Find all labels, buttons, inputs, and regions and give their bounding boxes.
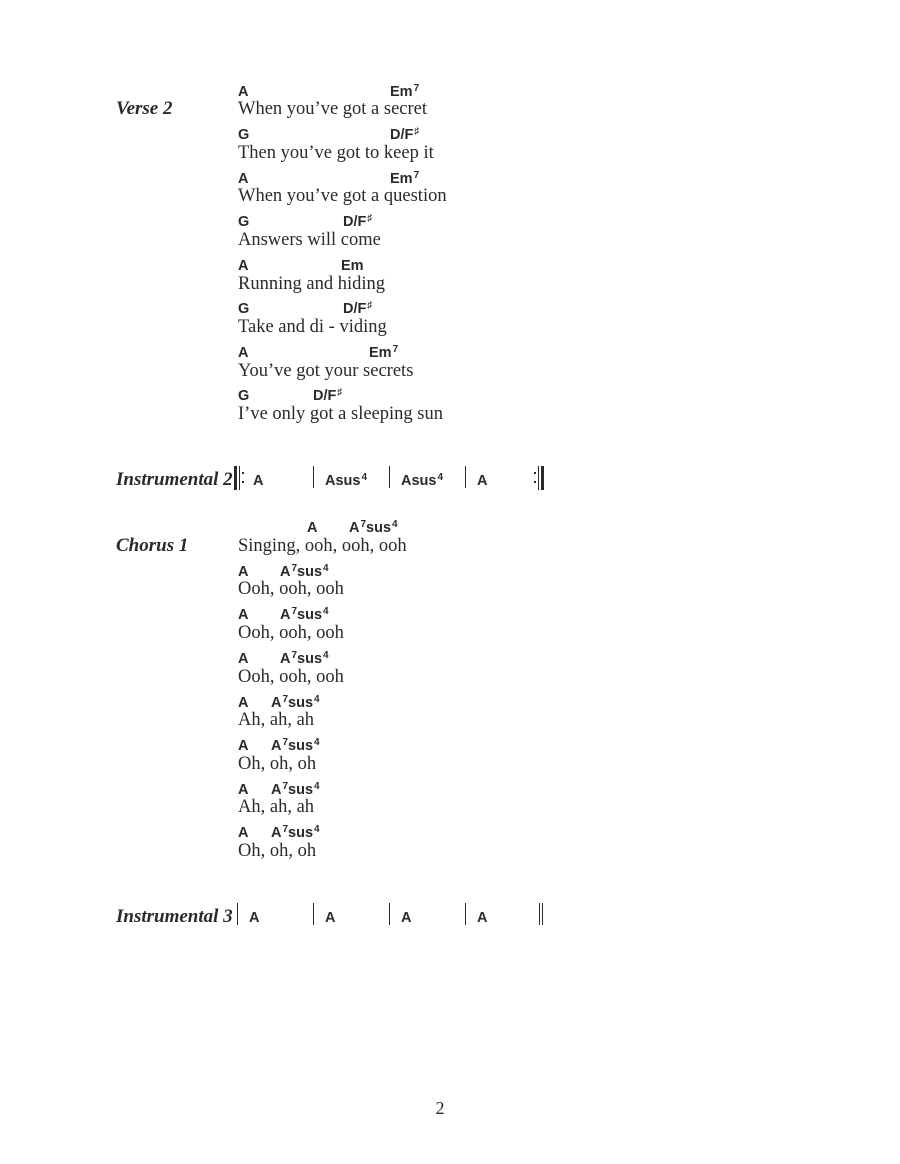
lyric-line: You’ve got your secrets	[238, 361, 414, 381]
lyric-line: When you’ve got a secret	[238, 99, 428, 119]
section-label-instrumental-3: Instrumental 3	[116, 906, 233, 927]
chord: G	[238, 214, 250, 230]
chord: Em$^7$	[369, 344, 399, 361]
lyric-line: Ooh, ooh, ooh	[238, 623, 344, 643]
page-number: 2	[435, 1098, 445, 1118]
bar-chord: A	[249, 910, 260, 926]
chord: Em	[341, 258, 364, 274]
chord: $A^7sus^4$	[271, 781, 320, 798]
chord: $A^7sus^4$	[280, 606, 329, 623]
lyric-line: Singing, ooh, ooh, ooh	[238, 536, 407, 556]
chord: A	[238, 607, 249, 623]
chord: $A^7sus^4$	[271, 824, 320, 841]
barline	[389, 466, 390, 488]
chord: A	[238, 825, 249, 841]
lyric-line: Ooh, ooh, ooh	[238, 667, 344, 687]
chord: $A^7sus^4$	[271, 737, 320, 754]
bar-chord: A	[477, 910, 488, 926]
chord: A	[307, 520, 318, 536]
chord: D/F♯	[343, 213, 373, 230]
bar-chord: Asus$^4$	[401, 472, 444, 489]
barline	[313, 903, 314, 925]
section-label-chorus-1: Chorus 1	[116, 535, 189, 556]
chord: Em$^7$	[390, 170, 420, 187]
chord: G	[238, 127, 250, 143]
barline	[389, 903, 390, 925]
chord: D/F♯	[313, 387, 343, 404]
barline	[465, 466, 466, 488]
chord: A	[238, 738, 249, 754]
bar-chord: Asus$^4$	[325, 472, 368, 489]
chord: A	[238, 171, 249, 187]
bar-chord: A	[325, 910, 336, 926]
chord: $A^7sus^4$	[349, 519, 398, 536]
barline	[465, 903, 466, 925]
chord: A	[238, 695, 249, 711]
lyric-line: When you’ve got a question	[238, 186, 447, 206]
chord: A	[238, 651, 249, 667]
chord: A	[238, 782, 249, 798]
chord: $A^7sus^4$	[280, 650, 329, 667]
chord: D/F♯	[343, 300, 373, 317]
barline	[313, 466, 314, 488]
bar-chord: A	[253, 473, 264, 489]
lyric-line: Ah, ah, ah	[238, 797, 315, 817]
lyric-line: Then you’ve got to keep it	[238, 143, 434, 163]
chord: A	[238, 258, 249, 274]
chord: A	[238, 564, 249, 580]
lyric-line: Ah, ah, ah	[238, 710, 315, 730]
chord: D/F♯	[390, 126, 420, 143]
bar-chord: A	[401, 910, 412, 926]
chord: $A^7sus^4$	[280, 563, 329, 580]
chord: A	[238, 84, 249, 100]
lyric-line: Answers will come	[238, 230, 381, 250]
lyric-line: Oh, oh, oh	[238, 754, 317, 774]
bar-chord: A	[477, 473, 488, 489]
section-label-instrumental-2: Instrumental 2	[116, 469, 233, 490]
lyric-line: Running and hiding	[238, 274, 385, 294]
chord: $A^7sus^4$	[271, 694, 320, 711]
barline	[237, 903, 238, 925]
chord: Em$^7$	[390, 83, 420, 100]
chord: G	[238, 301, 250, 317]
chord: G	[238, 388, 250, 404]
lyric-line: Ooh, ooh, ooh	[238, 579, 344, 599]
lyric-line: Oh, oh, oh	[238, 841, 317, 861]
lyric-line: Take and di - viding	[238, 317, 387, 337]
chord: A	[238, 345, 249, 361]
section-label-verse-2: Verse 2	[116, 98, 173, 119]
lyric-line: I’ve only got a sleeping sun	[238, 404, 443, 424]
